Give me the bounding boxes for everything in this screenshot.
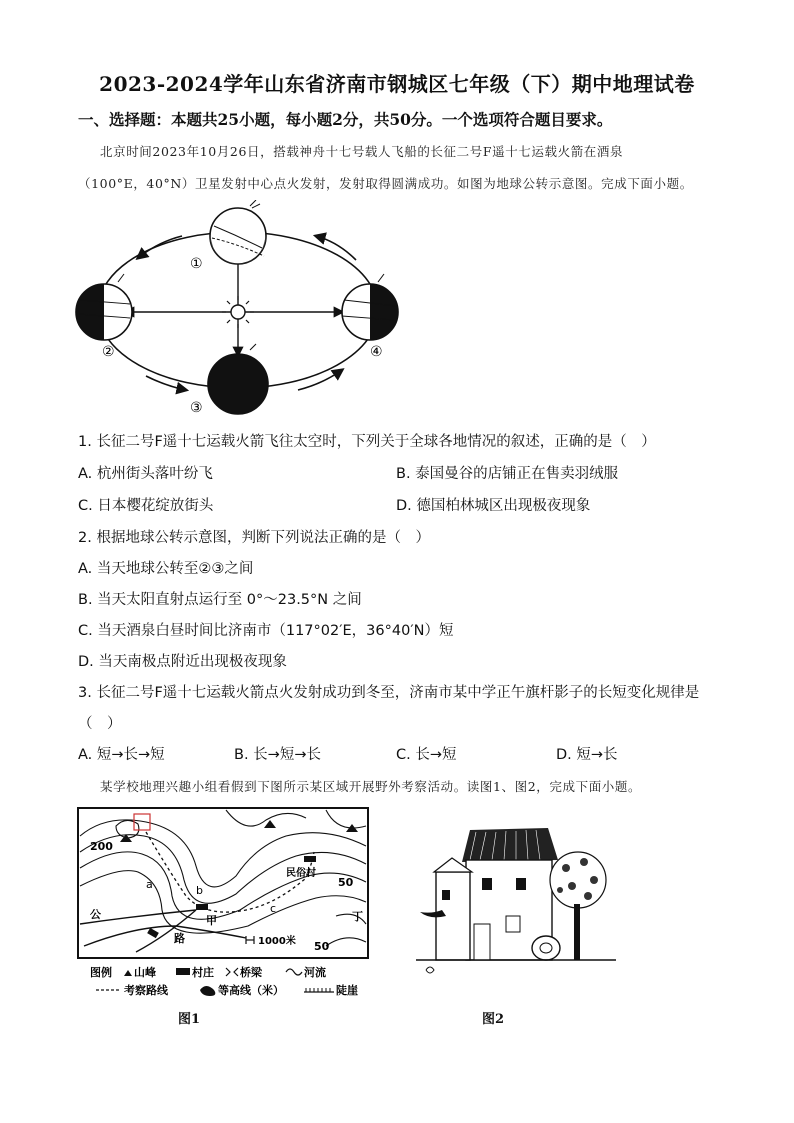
q1-option-c[interactable]: C. 日本樱花绽放街头 [78,498,214,514]
svg-text:1000米: 1000米 [258,936,296,947]
passage2: 某学校地理兴趣小组看假到下图所示某区域开展野外考察活动。读图1、图2，完成下面小题。 [100,779,642,794]
question-1-stem: 1. 长征二号F遥十七运载火箭飞往太空时，下列关于全球各地情况的叙述，正确的是（ ） [78,434,656,450]
svg-text:图例: 图例 [90,966,112,979]
svg-text:等高线（米）: 等高线（米） [218,984,284,997]
passage1-line2: （100°E，40°N）卫星发射中心点火发射，发射取得圆满成功。如图为地球公转示意图。完成下面小题。 [78,176,693,191]
svg-text:考察路线: 考察路线 [124,984,168,997]
svg-text:a: a [146,878,153,891]
orbit-label-4: ④ [370,344,383,360]
svg-text:50: 50 [338,876,354,889]
question-3-stem: 3. 长征二号F遥十七运载火箭点火发射成功到冬至，济南市某中学正午旗杆影子的长短变化规律是 [78,685,700,701]
svg-text:路: 路 [174,932,185,945]
svg-text:民俗村: 民俗村 [286,868,316,879]
svg-text:桥梁: 桥梁 [240,966,262,979]
svg-text:甲: 甲 [206,914,217,927]
house-illustration-figure [416,820,616,990]
q3-option-c[interactable]: C. 长→短 [396,747,457,763]
figure-2-caption: 图2 [482,1012,505,1027]
q2-option-c[interactable]: C. 当天酒泉白昼时间比济南市（117°02′E，36°40′N）短 [78,623,454,639]
question-3-stem-cont: （ ） [78,716,122,732]
q3-option-d[interactable]: D. 短→长 [556,747,618,763]
earth-position-3 [208,344,268,414]
orbit-label-1: ① [190,256,203,272]
village-icon [304,856,316,862]
orbit-label-2: ② [102,344,115,360]
question-2-stem: 2. 根据地球公转示意图，判断下列说法正确的是（ ） [78,530,430,546]
svg-text:村庄: 村庄 [192,966,214,979]
section-heading: 一、选择题：本题共25小题，每小题2分，共50分。一个选项符合题目要求。 [78,110,613,129]
svg-text:山峰: 山峰 [134,966,156,979]
page-title: 2023-2024学年山东省济南市钢城区七年级（下）期中地理试卷 [99,72,695,96]
q1-option-a[interactable]: A. 杭州街头落叶纷飞 [78,466,213,482]
contour-map-figure [76,806,376,1002]
earth-position-4 [342,274,398,340]
village-icon [196,904,208,910]
q3-option-a[interactable]: A. 短→长→短 [78,747,165,763]
q2-option-a[interactable]: A. 当天地球公转至②③之间 [78,561,254,577]
svg-text:b: b [196,884,203,897]
q3-option-b[interactable]: B. 长→短→长 [234,747,321,763]
orbit-label-3: ③ [190,400,203,416]
q2-option-d[interactable]: D. 当天南极点附近出现极夜现象 [78,654,287,670]
q2-option-b[interactable]: B. 当天太阳直射点运行至 0°～23.5°N 之间 [78,592,362,608]
q1-option-b[interactable]: B. 泰国曼谷的店铺正在售卖羽绒服 [396,466,619,482]
earth-orbit-diagram [74,200,404,420]
svg-text:公: 公 [90,908,101,921]
svg-text:丁: 丁 [352,910,363,923]
svg-text:50: 50 [314,940,330,953]
svg-text:200: 200 [90,840,113,853]
figure-1-caption: 图1 [178,1012,201,1027]
earth-position-1 [210,200,266,264]
svg-text:河流: 河流 [304,966,326,979]
svg-text:c: c [270,902,277,915]
passage1-line1: 北京时间2023年10月26日，搭载神舟十七号载人飞船的长征二号F遥十七运载火箭在酒泉 [100,144,624,159]
q1-option-d[interactable]: D. 德国柏林城区出现极夜现象 [396,498,591,514]
svg-text:陡崖: 陡崖 [336,984,358,997]
earth-position-2 [76,274,132,340]
